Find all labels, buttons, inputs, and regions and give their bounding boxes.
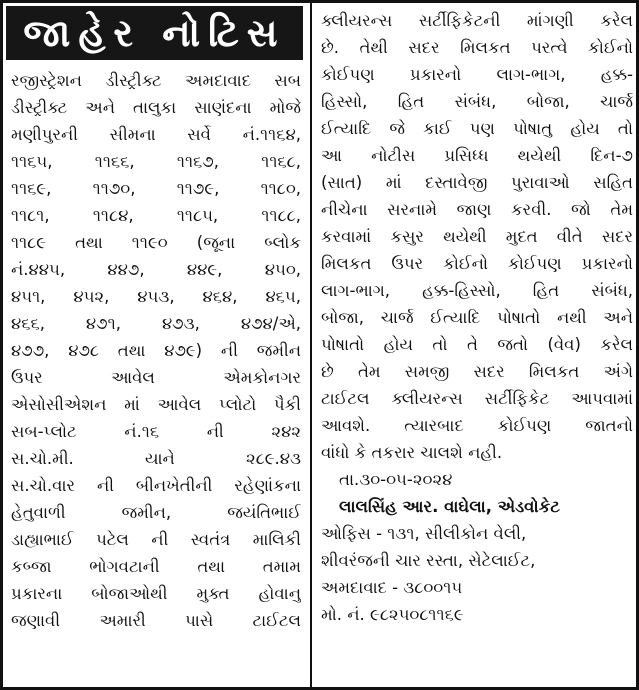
notice-line: રજીસ્ટ્રેશન ડીસ્ટ્રીક્ટ અમદાવાદ સબ	[11, 71, 301, 90]
notice-line: ૧૧૮૯ તથા ૧૧૯૦ (જૂના બ્લોક	[11, 233, 301, 252]
notice-line: છે. તેથી સદર મિલકત પરત્વે કોઈનો	[321, 38, 633, 57]
notice-line: ૪૬૬, ૪૭૧, ૪૭૩, ૪૭૪/એ,	[11, 314, 301, 333]
notice-line: ડીસ્ટ્રીક્ટ અને તાલુકા સાણંદના મોજે	[11, 98, 301, 117]
notice-line: ૧૧૮૧, ૧૧૮૪, ૧૧૮૫, ૧૧૮૮,	[11, 206, 301, 225]
notice-line: પ્રકારના બોજાઓથી મુક્ત હોવાનુ	[11, 584, 301, 603]
notice-date: તા.૩૦-૦૫-૨૦૨૪	[339, 470, 453, 489]
notice-line: નીચેના સરનામે જાણ કરવી. જો તેમ	[321, 200, 633, 219]
notice-title: જાહેર નોટિસ	[6, 6, 303, 60]
notice-line: સ.ચો.વાર ની બીનખેતીની રહેણાંકના	[11, 476, 301, 495]
notice-line: ક્લીયરન્સ સર્ટીફિકેટની માંગણી કરેલ	[321, 11, 633, 30]
advocate-name: લાલસિંહ આર. વાઘેલા, એડવોકેટ	[339, 497, 560, 516]
notice-line: લાગ-ભાગ, હક્ક-હિસ્સો, હિત સંબંધ,	[321, 281, 633, 300]
mobile-number: મો. નં. ૯૮૨૫૦૮૧૧૬૯	[321, 605, 464, 624]
notice-line: પોષાતો હોય તો તે જતો (વેવ) કરેલ	[321, 335, 633, 354]
notice-line: કરવામાં કસુર થયેથી મુદત વીતે સદર	[321, 227, 633, 246]
notice-line: આ નોટીસ પ્રસિધ્ધ થયેથી દિન-૭	[321, 146, 633, 165]
notice-line: ડાહ્યાભાઈ પટેલ ની સ્વતંત્ર માલિકી	[11, 530, 301, 549]
notice-line: જણાવી અમારી પાસે ટાઈટલ	[11, 611, 301, 630]
address-line: ઓફિસ - ૧૩૧, સીલીકોન વેલી,	[321, 524, 527, 543]
notice-line: હિસ્સો, હિત સંબંધ, બોજા, ચાર્જ	[321, 92, 633, 111]
notice-right-column	[321, 7, 633, 628]
notice-line: હેતુવાળી જમીન, જયંતિભાઈ	[11, 503, 301, 522]
notice-line: ૪૭૭, ૪૭૮ તથા ૪૭૯) ની જમીન	[11, 341, 301, 360]
notice-line: મણીપુરની સીમના સર્વે નં.૧૧૬૪,	[11, 125, 301, 144]
notice-line: કબ્જા ભોગવટાની તથા તમામ	[11, 557, 301, 576]
notice-left-column	[11, 67, 301, 634]
notice-line: વાંધો કે તકરાર ચાલશે નહી.	[321, 443, 503, 462]
notice-line: આવશે. ત્યારબાદ કોઈપણ જાતનો	[321, 416, 633, 435]
notice-line: ટાઈટલ ક્લીયરન્સ સર્ટીફિકેટ આપવામાં	[321, 389, 633, 408]
notice-line: એસોસીએશન માં આવેલ પ્લોટો પૈકી	[11, 395, 301, 414]
notice-line: (સાત) માં દસ્તાવેજી પુરાવાઓ સહિત	[321, 173, 633, 192]
address-line: શીવરંજની ચાર રસ્તા, સેટેલાઈટ,	[321, 551, 536, 570]
notice-line: નં.૪૪૫, ૪૪૭, ૪૪૯, ૪૫૦,	[11, 260, 301, 279]
notice-line: ૧૧૬૫, ૧૧૬૬, ૧૧૬૭, ૧૧૬૮,	[11, 152, 301, 171]
notice-line: ૧૧૬૯, ૧૧૭૦, ૧૧૭૯, ૧૧૮૦,	[11, 179, 301, 198]
column-divider	[310, 3, 312, 687]
notice-line: મિલકત ઉપર કોઈનો કોઈપણ પ્રકારનો	[321, 254, 633, 273]
notice-line: બોજા, ચાર્જ ઈત્યાદિ પોષાતો નથી અને	[321, 308, 633, 327]
notice-line: ઈત્યાદિ જે કાઈ પણ પોષાતુ હોય તો	[321, 119, 633, 138]
notice-line: ઉપર આવેલ એમકોનગર	[11, 368, 301, 387]
notice-line: ૪૫૧, ૪૫૨, ૪૫૩, ૪૬૪, ૪૬૫,	[11, 287, 301, 306]
address-line: અમદાવાદ - ૩૮૦૦૧૫	[321, 578, 463, 597]
notice-line: સબ-પ્લોટ નં.૧૬ ની ૨૪૨	[11, 422, 301, 441]
notice-line: છે તેમ સમજી સદર મિલકત અંગે	[321, 362, 633, 381]
notice-line: સ.ચો.મી. યાને ૨૮૯.૪૩	[11, 449, 301, 468]
notice-line: કોઈપણ પ્રકારનો લાગ-ભાગ, હક્ક-	[321, 65, 633, 84]
